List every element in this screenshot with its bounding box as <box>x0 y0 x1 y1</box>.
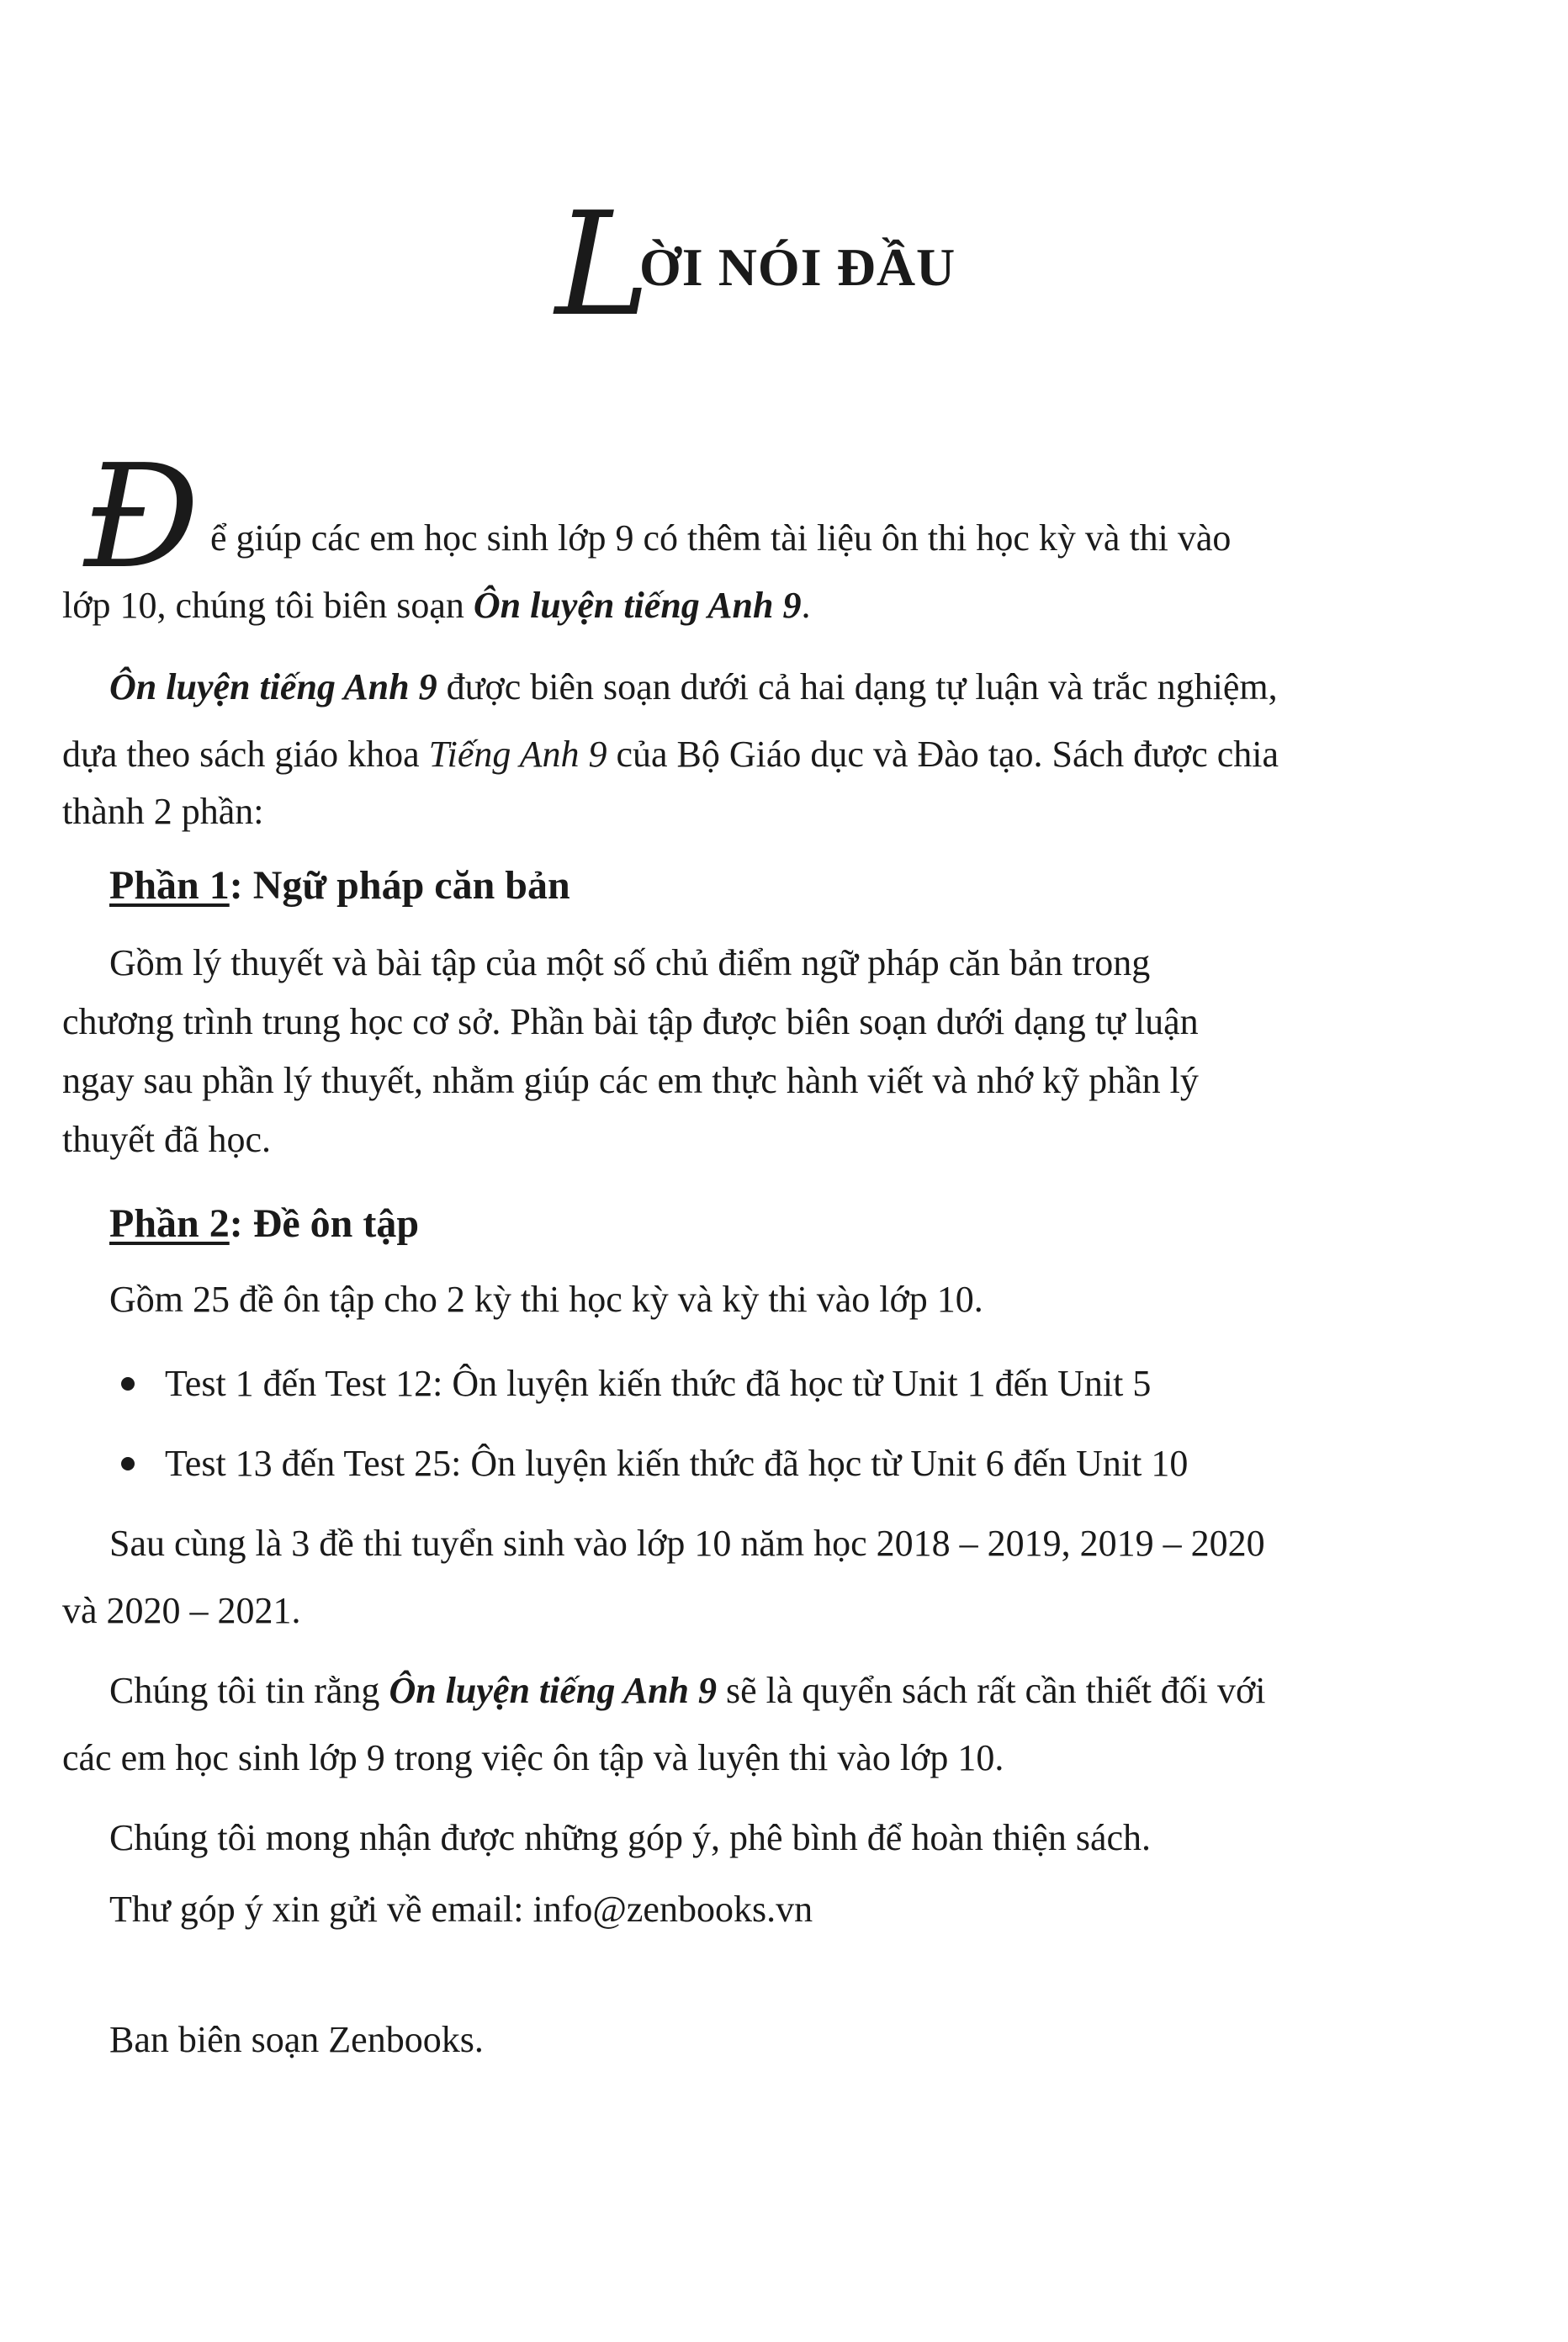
intro-line-2 <box>62 576 810 635</box>
closing-p1-line-1 <box>109 1514 1265 1573</box>
para2-line-1 <box>109 658 1278 717</box>
closing-p1-line-2-text: và 2020 – 2021. <box>62 1590 301 1631</box>
closing-p1-line-2 <box>62 1582 301 1640</box>
para2-line-2-end: của Bộ Giáo dục và Đào tạo. Sách được chia <box>607 734 1279 775</box>
signature-text: Ban biên soạn Zenbooks. <box>109 2019 484 2060</box>
closing-p3 <box>109 1809 1151 1868</box>
part2-line-1-text: Gồm 25 đề ôn tập cho 2 kỳ thi học kỳ và kỳ thi vào lớp 10. <box>109 1279 983 1320</box>
part1-line-2-text: chương trình trung học cơ sở. Phần bài tập được biên soạn dưới dạng tự luận <box>62 1001 1199 1042</box>
closing-p2-line-1 <box>109 1661 1266 1720</box>
part1-line-2 <box>62 993 1199 1052</box>
book-title-inline: Ôn luyện tiếng Anh 9 <box>109 666 437 707</box>
part1-line-1-text: Gồm lý thuyết và bài tập của một số chủ điểm ngữ pháp căn bản trong <box>109 942 1151 983</box>
part2-title: : Đề ôn tập <box>229 1201 420 1246</box>
closing-p3-text: Chúng tôi mong nhận được những góp ý, phê bình để hoàn thiện sách. <box>109 1817 1152 1858</box>
intro-line-2-end: . <box>801 585 811 626</box>
textbook-title-inline: Tiếng Anh 9 <box>428 734 607 775</box>
bullet-icon <box>121 1377 135 1391</box>
book-title-inline: Ôn luyện tiếng Anh 9 <box>389 1670 718 1711</box>
para2-line-2 <box>62 725 1279 784</box>
para2-line-3-text: thành 2 phần: <box>62 791 264 832</box>
part2-bullet-2 <box>121 1434 1188 1493</box>
closing-p2-line-2-text: các em học sinh lớp 9 trong việc ôn tập và luyện thi vào lớp 10. <box>62 1737 1004 1778</box>
para2-line-3 <box>62 782 264 841</box>
closing-p2-line-1-text: Chúng tôi tin rằng <box>109 1670 389 1711</box>
email-line-text: Thư góp ý xin gửi về email: info@zenbooks.vn <box>109 1889 813 1930</box>
para2-line-1-text: được biên soạn dưới cả hai dạng tự luận và trắc nghiệm, <box>437 666 1278 707</box>
signature <box>109 2011 484 2069</box>
intro-dropcap: Đ <box>84 434 200 601</box>
closing-p1-line-1-text: Sau cùng là 3 đề thi tuyển sinh vào lớp 10 năm học 2018 – 2019, 2019 – 2020 <box>109 1523 1265 1564</box>
page-title <box>555 182 1077 362</box>
part2-label: Phần 2 <box>109 1201 230 1246</box>
part1-line-4 <box>62 1110 271 1169</box>
closing-p2-line-1-end: sẽ là quyển sách rất cần thiết đối với <box>717 1670 1266 1711</box>
part2-heading <box>109 1195 419 1253</box>
book-title-inline: Ôn luyện tiếng Anh 9 <box>473 585 802 626</box>
part2-bullet-1 <box>121 1354 1151 1413</box>
closing-p4 <box>109 1880 813 1939</box>
part1-line-3 <box>62 1052 1199 1110</box>
part1-heading <box>109 856 570 915</box>
intro-line-2-text: lớp 10, chúng tôi biên soạn <box>62 585 474 626</box>
bullet-text: Test 13 đến Test 25: Ôn luyện kiến thức đã học từ Unit 6 đến Unit 10 <box>165 1443 1189 1484</box>
title-text: ỜI NÓI ĐẦU <box>639 237 956 297</box>
part1-line-3-text: ngay sau phần lý thuyết, nhằm giúp các em thực hành viết và nhớ kỹ phần lý <box>62 1060 1199 1101</box>
part1-line-1 <box>109 934 1150 993</box>
closing-p2-line-2 <box>62 1729 1004 1788</box>
part1-title: : Ngữ pháp căn bản <box>229 863 570 908</box>
bullet-icon <box>121 1457 135 1470</box>
part1-label: Phần 1 <box>109 863 230 908</box>
intro-line-1 <box>210 509 1231 568</box>
part1-line-4-text: thuyết đã học. <box>62 1119 272 1160</box>
intro-line-1-text: ể giúp các em học sinh lớp 9 có thêm tài liệu ôn thi học kỳ và thi vào <box>210 517 1232 559</box>
part2-line-1 <box>109 1270 983 1329</box>
title-ornamental-initial: L <box>555 182 650 348</box>
bullet-text: Test 1 đến Test 12: Ôn luyện kiến thức đã học từ Unit 1 đến Unit 5 <box>165 1363 1152 1404</box>
para2-line-2-text: dựa theo sách giáo khoa <box>62 734 429 775</box>
